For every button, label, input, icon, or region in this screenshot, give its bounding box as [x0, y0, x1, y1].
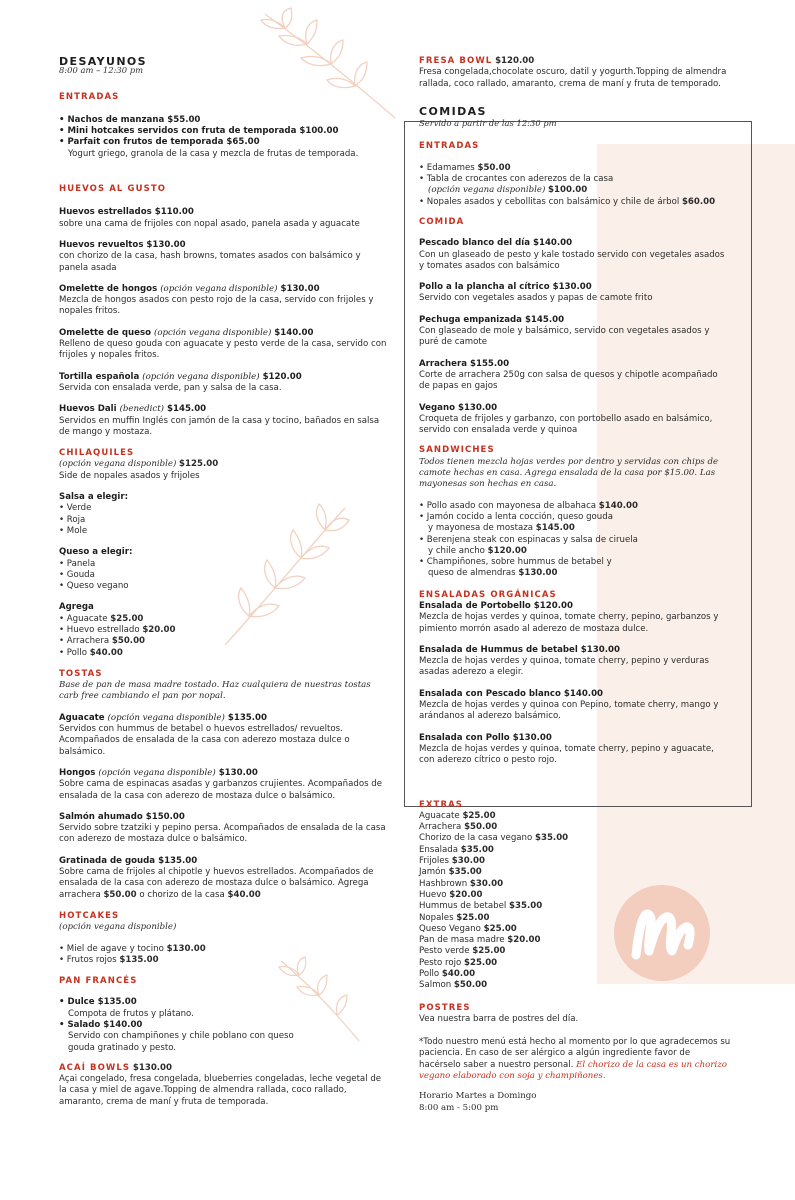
- list-item: [419, 163, 731, 174]
- list-item: [419, 845, 731, 856]
- list-item: [419, 833, 731, 844]
- item-price: $100.00: [548, 185, 588, 196]
- item-note: (opción vegana disponible): [107, 712, 225, 723]
- item-price: $50.00: [453, 980, 488, 991]
- item-price: $50.00: [111, 636, 146, 647]
- list-item: [419, 958, 731, 969]
- item-name: Arrachera $155.00: [419, 358, 510, 369]
- list-item: • Tabla de crocantes con aderezos de la casa: [419, 174, 614, 185]
- item-name: • Salado $140.00: [59, 1020, 143, 1030]
- item-desc: Servido con vegetales asados y papas de camote frito: [419, 293, 653, 304]
- item-name: Vegano $130.00: [419, 402, 498, 413]
- item-name: Pesto verde: [419, 946, 473, 957]
- item-desc: Compota de frutos y plátano.: [68, 1008, 194, 1019]
- comidas-title: COMIDAS: [419, 106, 493, 117]
- comida-item: [419, 238, 731, 272]
- item-price: $125.00: [179, 459, 219, 470]
- item-desc: [59, 867, 389, 901]
- horario-label: Horario Martes a Domingo: [419, 1091, 537, 1102]
- huevo-item: [59, 240, 389, 274]
- item-price: $25.00: [472, 946, 506, 957]
- list-item: • Parfait con frutos de temporada $65.00: [59, 137, 260, 148]
- sandwiches-intro: Todos tienen mezcla hojas verdes por dentro y servidas con chips de camote hechas en casa. Agrega ensalada de la casa por $15.00. Las mayonesas son hechas en casa.: [419, 456, 719, 490]
- item-name: • Miel de agave y tocino: [59, 943, 164, 954]
- item-name: Huevos estrellados $110.00: [59, 207, 194, 218]
- item-price: $145.00: [535, 523, 575, 534]
- list-item: • Nachos de manzana $55.00: [59, 114, 201, 125]
- item-name: y chile ancho: [428, 545, 488, 556]
- item-name: [59, 713, 389, 724]
- fresa-header: [419, 56, 731, 67]
- item-price: $25.00: [110, 613, 144, 624]
- item-name: • Nopales asados y cebollitas con balsámico y chile de árbol: [419, 196, 682, 207]
- item-desc: Vea nuestra barra de postres del día.: [419, 1013, 579, 1024]
- item-name: Gratinada de gouda $135.00: [59, 855, 198, 866]
- list-item: [419, 568, 731, 579]
- item-note: (opción vegana disponible): [142, 371, 260, 382]
- item-name: [59, 372, 389, 383]
- list-item: [419, 811, 731, 822]
- item-price: $135.00: [227, 712, 268, 723]
- comida-item: [419, 403, 731, 437]
- list-item: [419, 867, 731, 878]
- item-price: $145.00: [167, 404, 207, 415]
- extras-title: EXTRAS: [419, 799, 464, 810]
- item-desc-text: o chorizo de la casa: [136, 889, 228, 900]
- item-desc: sobre una cama de frijoles con nopal asado, panela asada y aguacate: [59, 218, 360, 229]
- item-desc: Sobre cama de espinacas asadas y garbanzos crujientes. Acompañados de ensalada de la casa con aderezo de mostaza dulce o balsámico.: [59, 779, 383, 801]
- list-item: [419, 924, 731, 935]
- postres-title: POSTRES: [419, 1002, 471, 1013]
- ensalada-item: [419, 601, 731, 635]
- item-price: $35.00: [448, 867, 482, 878]
- item-name: • Pollo: [59, 647, 87, 658]
- tostas-title: TOSTAS: [59, 668, 103, 679]
- comida-item: [419, 282, 731, 305]
- item-price: $50.00: [477, 162, 511, 173]
- ensalada-item: [419, 689, 731, 723]
- list-item: [419, 501, 731, 512]
- item-note: (opción vegana disponible): [154, 327, 272, 338]
- salsa-title: Salsa a elegir:: [59, 492, 129, 503]
- item-desc: Relleno de queso gouda con aguacate y pesto verde de la casa, servido con frijoles y nopales fritos.: [59, 339, 387, 361]
- item-price: $130.00: [218, 767, 258, 778]
- item-name: [59, 284, 389, 295]
- list-item: [59, 648, 389, 659]
- list-item: [419, 969, 731, 980]
- list-item: • Jamón cocido a lenta cocción, queso gouda: [419, 511, 613, 522]
- item-name: Ensalada con Pescado blanco $140.00: [419, 688, 604, 699]
- chilaquiles-title: CHILAQUILES: [59, 448, 135, 459]
- comidas-hours: Servido a partir de las 12:30 pm: [419, 118, 557, 129]
- tostas-intro: Base de pan de masa madre tostado. Haz cualquiera de nuestras tostas carb free cambiando el pan por nopal.: [59, 680, 371, 702]
- disclaimer-text: *Todo nuestro menú está hecho al momento por lo que agradecemos su paciencia. En caso de ser alérgico a algún ingrediente favor de hacérselo saber a nuestro personal.: [419, 1037, 731, 1070]
- item-price: $130.00: [166, 943, 206, 954]
- item-name: Huevo: [419, 889, 450, 900]
- item-name: Nopales: [419, 912, 457, 923]
- item-price: $130.00: [518, 568, 558, 579]
- item-name: Pescado blanco del día $140.00: [419, 238, 573, 249]
- item-name: Ensalada con Pollo $130.00: [419, 732, 552, 743]
- item-note: (benedict): [119, 404, 165, 415]
- item-name: • Edamames: [419, 162, 478, 173]
- item-name: Huevos revueltos $130.00: [59, 239, 186, 250]
- item-price: $35.00: [509, 901, 543, 912]
- item-desc: Fresa congelada,chocolate oscuro, datil y yogurth.Topping de almendra rallada, coco rallado, amaranto, crema de maní y fruta de temporado.: [419, 67, 727, 89]
- item-desc: Mezcla de hojas verdes y quinoa, tomate cherry, pepino y aguacate, con aderezo cítrico o pesto rojo.: [419, 743, 714, 766]
- item-name: Pollo: [419, 969, 442, 979]
- list-item: • Mole: [59, 525, 88, 536]
- list-item: • Panela: [59, 558, 96, 569]
- item-desc: Croqueta de frijoles y garbanzo, con portobello asado en balsámico, servido con ensalada verde y quinoa: [419, 413, 713, 436]
- item-price: $60.00: [681, 196, 716, 207]
- huevo-item: [59, 404, 389, 438]
- pan-frances-title: PAN FRANCÉS: [59, 976, 138, 987]
- huevo-item: [59, 207, 389, 230]
- item-name: Hummus de betabel: [419, 901, 510, 912]
- sandwiches-title: SANDWICHES: [419, 445, 495, 456]
- list-item: [59, 636, 389, 647]
- item-price: $25.00: [456, 912, 490, 923]
- item-name: queso de almendras: [428, 568, 519, 579]
- item-name-text: Hongos: [59, 767, 96, 778]
- list-item: [419, 197, 731, 208]
- huevos-title: HUEVOS AL GUSTO: [59, 184, 167, 195]
- list-item: • Roja: [59, 514, 86, 525]
- item-price: $25.00: [462, 810, 496, 821]
- item-price: $40.00: [227, 889, 261, 900]
- list-item: [419, 913, 731, 924]
- item-desc: con chorizo de la casa, hash browns, tomates asados con balsámico y panela asada: [59, 251, 361, 273]
- agrega-title: Agrega: [59, 602, 94, 613]
- item-price: $120.00: [262, 371, 302, 382]
- item-name: • Dulce $135.00: [59, 997, 137, 1008]
- list-item: • Champiñones, sobre hummus de betabel y: [419, 557, 612, 568]
- item-name: • Huevo estrellado: [59, 624, 140, 635]
- list-item: [419, 890, 731, 901]
- huevo-item: [59, 284, 389, 318]
- item-desc: Mezcla de hojas verdes y quinoa con Pepino, tomate cherry, mango y arándanos al aderezo balsámico.: [419, 700, 719, 722]
- item-price: $130.00: [280, 283, 320, 294]
- list-item: [59, 955, 389, 966]
- item-name: Ensalada: [419, 844, 461, 855]
- disclaimer-highlight: El chorizo de la casa es un chorizo vegano elaborado con soja y champiñones.: [419, 1059, 727, 1082]
- list-item: • Verde: [59, 503, 92, 514]
- chilaquiles-price-line: [59, 459, 389, 470]
- huevo-item: [59, 328, 389, 362]
- list-item: [419, 856, 731, 867]
- list-item: • Mini hotcakes servidos con fruta de temporada $100.00: [59, 126, 339, 137]
- entradas-list: [59, 115, 389, 160]
- list-item: • Queso vegano: [59, 581, 129, 592]
- item-name: Salmon: [419, 980, 454, 991]
- item-name: Pollo a la plancha al cítrico $130.00: [419, 282, 592, 293]
- item-note: (opción vegana disponible): [160, 283, 278, 294]
- tosta-item: [59, 856, 389, 901]
- item-price: $30.00: [451, 856, 485, 867]
- item-desc: Servidos con hummus de betabel o huevos estrellados/ revueltos. Acompañados de ensalada de la casa con aderezo mostaza dulce o balsámico.: [59, 724, 350, 757]
- desayunos-column: [59, 56, 389, 1108]
- list-item: [419, 935, 731, 946]
- list-item: [59, 614, 389, 625]
- item-name: Hashbrown: [419, 878, 470, 889]
- acai-title: ACAÍ BOWLS: [59, 1062, 131, 1073]
- item-name: Aguacate: [419, 810, 463, 821]
- item-name: [59, 768, 389, 779]
- item-name: Pechuga empanizada $145.00: [419, 314, 565, 325]
- ensalada-item: [419, 733, 731, 767]
- item-price: $120.00: [495, 56, 535, 66]
- item-name-text: Tortilla española: [59, 371, 140, 382]
- item-price: $50.00: [103, 889, 137, 900]
- list-item: [419, 546, 731, 557]
- comida-item: [419, 359, 731, 393]
- item-price: $135.00: [119, 954, 159, 965]
- item-price: $30.00: [469, 878, 504, 889]
- item-price: $35.00: [534, 833, 569, 844]
- list-item: [419, 523, 731, 534]
- hotcakes-title: HOTCAKES: [59, 910, 120, 921]
- item-name: • Pollo asado con mayonesa de albahaca: [419, 500, 599, 511]
- list-item: [419, 185, 731, 196]
- item-name: Jamón: [419, 867, 449, 878]
- item-desc: Mezcla de hongos asados con pesto rojo de la casa, servido con frijoles y nopales fritos.: [59, 295, 374, 317]
- item-desc: Con un glaseado de pesto y kale tostado servido con vegetales asados y tomates asados con balsámico: [419, 249, 725, 271]
- item-price: $25.00: [483, 923, 517, 934]
- item-price: $20.00: [142, 624, 176, 635]
- item-name-text: Aguacate: [59, 712, 105, 723]
- item-price: $20.00: [507, 935, 541, 946]
- item-desc: Mezcla de hojas verdes y quinoa, tomate cherry, pepino y verduras asadas aderezo a elegir.: [419, 656, 709, 678]
- queso-title: Queso a elegir:: [59, 547, 133, 558]
- list-item: [59, 944, 389, 955]
- item-desc: Servidos en muffin Inglés con jamón de la casa y tocino, bañados en salsa de mango y mostaza.: [59, 415, 380, 437]
- list-item: [59, 625, 389, 636]
- item-price: $40.00: [441, 969, 476, 979]
- item-price: $20.00: [449, 889, 483, 900]
- item-desc: Side de nopales asados y frijoles: [59, 470, 200, 481]
- desayunos-hours: 8:00 am – 12:30 pm: [59, 65, 144, 76]
- item-name: • Arrachera: [59, 636, 110, 647]
- item-desc: Corte de arrachera 250g con salsa de quesos y chipotle acompañado de papas en gajos: [419, 369, 718, 392]
- item-name: Pesto rojo: [419, 957, 464, 968]
- item-price: $120.00: [487, 545, 527, 556]
- item-name: Pan de masa madre: [419, 935, 508, 946]
- item-name-text: Huevos Dali: [59, 404, 117, 415]
- item-desc: Servido sobre tzatziki y pepino persa. Acompañados de ensalada de la casa con aderezo de mostaza dulce o balsámico.: [59, 823, 386, 845]
- comidas-entradas-title: ENTRADAS: [419, 141, 480, 152]
- acai-header: [59, 1063, 389, 1074]
- right-column: [419, 56, 731, 1114]
- list-item: • Gouda: [59, 569, 95, 580]
- item-name-text: Omelette de hongos: [59, 283, 158, 294]
- item-price: $35.00: [460, 844, 494, 855]
- tosta-item: [59, 713, 389, 758]
- item-desc: Servida con ensalada verde, pan y salsa de la casa.: [59, 382, 282, 393]
- list-item: [419, 901, 731, 912]
- huevo-item: [59, 372, 389, 395]
- item-name: Ensalada de Hummus de betabel $130.00: [419, 644, 620, 655]
- desayunos-title: DESAYUNOS: [59, 55, 148, 68]
- item-price: $25.00: [463, 957, 498, 968]
- item-desc: Con glaseado de mole y balsámico, servido con vegetales asados y puré de camote: [419, 326, 710, 348]
- item-name: Chorizo de la casa vegano: [419, 833, 535, 844]
- item-desc: Servido con champiñones y chile poblano con queso gouda gratinado y pesto.: [68, 1031, 294, 1053]
- item-name: • Aguacate: [59, 613, 108, 624]
- item-price: $140.00: [274, 327, 314, 338]
- ensaladas-title: ENSALADAS ORGÁNICAS: [419, 589, 557, 600]
- disclaimer: [419, 1037, 731, 1082]
- ensalada-item: [419, 645, 731, 679]
- item-name: y mayonesa de mostaza: [428, 523, 536, 534]
- list-item: • Berenjena steak con espinacas y salsa de ciruela: [419, 534, 638, 545]
- item-price: $50.00: [464, 822, 498, 833]
- horario-hours: 8:00 am - 5:00 pm: [419, 1102, 499, 1113]
- fresa-title: FRESA BOWL: [419, 56, 493, 66]
- item-desc: Mezcla de hojas verdes y quinoa, tomate cherry, pepino, garbanzos y pimiento morrón asado al aderezo de mostaza dulce.: [419, 612, 719, 634]
- comida-item: [419, 315, 731, 349]
- extras-list: [419, 811, 731, 992]
- list-item: [419, 879, 731, 890]
- item-price: $130.00: [132, 1062, 173, 1073]
- item-price: $140.00: [598, 500, 638, 511]
- list-item: [419, 980, 731, 991]
- item-name: Frijoles: [419, 856, 452, 867]
- item-desc-text: Sobre cama de frijoles al chipotle y huevos estrellados. Acompañados de ensalada de la casa con aderezo de mostaza dulce o balsámico. Agrega arrachera: [59, 867, 374, 900]
- comida-title: COMIDA: [419, 216, 465, 227]
- item-note: (opción vegana disponible): [59, 922, 177, 933]
- item-note: (opción vegana disponible): [428, 185, 546, 196]
- list-item: [419, 946, 731, 957]
- item-note: (opción vegana disponible): [98, 767, 216, 778]
- item-name: • Frutos rojos: [59, 954, 117, 965]
- item-name: [59, 404, 389, 415]
- item-note: (opción vegana disponible): [59, 459, 177, 470]
- item-name-text: Omelette de queso: [59, 327, 151, 338]
- item-desc: Yogurt griego, granola de la casa y mezcla de frutas de temporada.: [68, 148, 359, 159]
- list-item: [419, 822, 731, 833]
- item-price: $40.00: [89, 647, 123, 658]
- item-name: Queso Vegano: [419, 923, 484, 934]
- item-name: [59, 328, 389, 339]
- entradas-title: ENTRADAS: [59, 91, 120, 102]
- tosta-item: [59, 768, 389, 802]
- item-desc: Açai congelado, fresa congelada, blueberries congeladas, leche vegetal de la casa y miel de agave.Topping de almendra rallada, coco rallado, amaranto, crema de maní y fruta de temporada.: [59, 1074, 382, 1107]
- item-name: Salmón ahumado $150.00: [59, 811, 185, 822]
- item-name: Arrachera: [419, 822, 465, 833]
- item-name: Ensalada de Portobello $120.00: [419, 600, 573, 611]
- tosta-item: [59, 812, 389, 846]
